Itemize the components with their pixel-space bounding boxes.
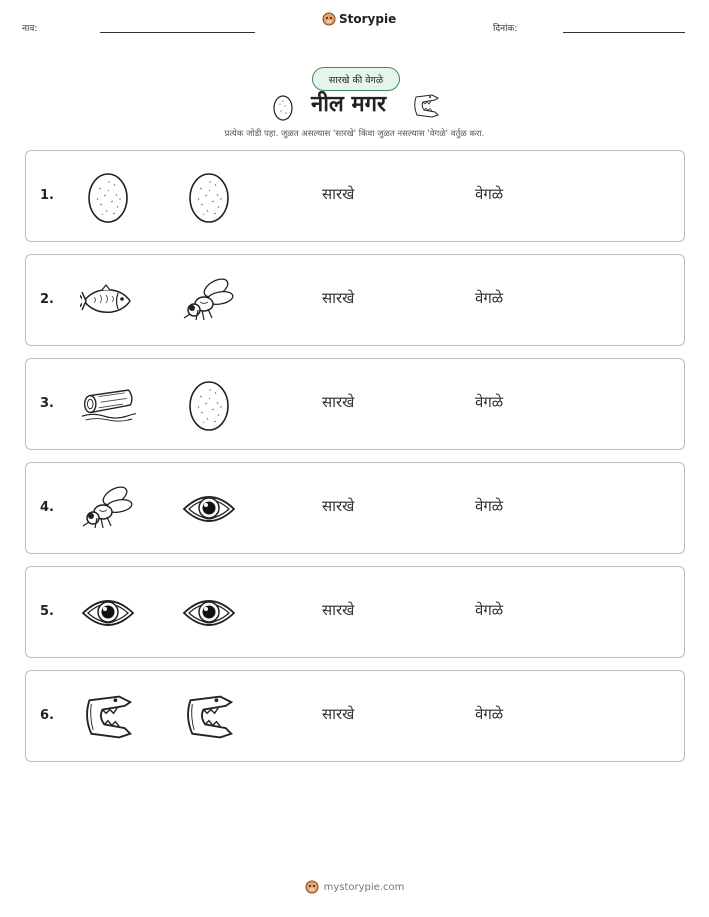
- row-number: 1.: [40, 188, 54, 203]
- date-line[interactable]: [563, 32, 685, 33]
- exercise-row: [25, 254, 685, 346]
- fly-icon: [80, 481, 136, 537]
- different-option[interactable]: वेगळे: [475, 705, 504, 723]
- same-option[interactable]: सारखे: [322, 185, 355, 203]
- fly-icon: [181, 273, 237, 329]
- brand-logo: [322, 12, 396, 26]
- name-label: नाव:: [22, 24, 38, 34]
- eye-icon: [181, 585, 237, 641]
- different-option[interactable]: वेगळे: [475, 393, 504, 411]
- name-line[interactable]: [100, 32, 255, 33]
- different-option[interactable]: वेगळे: [475, 497, 504, 515]
- different-option[interactable]: वेगळे: [475, 601, 504, 619]
- exercise-row: [25, 150, 685, 242]
- log-icon: [80, 377, 136, 433]
- crocodile-icon: [181, 689, 237, 745]
- footer-url[interactable]: mystorypie.com: [323, 881, 405, 893]
- row-number: 3.: [40, 396, 54, 411]
- page-title: नील मगर: [311, 92, 387, 117]
- different-option[interactable]: वेगळे: [475, 289, 504, 307]
- brand-name: Storypie: [339, 12, 397, 26]
- instructions: प्रत्येक जोडी पहा. जुळत असल्यास 'सारखे' किंवा जुळत नसल्यास 'वेगळे' वर्तुळ करा.: [224, 129, 485, 139]
- eye-icon: [181, 481, 237, 537]
- egg-icon: [181, 169, 237, 225]
- same-option[interactable]: सारखे: [322, 289, 355, 307]
- footer: [0, 880, 709, 894]
- mascot-icon: [322, 12, 336, 26]
- row-number: 4.: [40, 500, 54, 515]
- same-option[interactable]: सारखे: [322, 601, 355, 619]
- different-option[interactable]: वेगळे: [475, 185, 504, 203]
- crocodile-icon: [80, 689, 136, 745]
- title-row: [0, 86, 709, 126]
- egg-icon: [80, 169, 136, 225]
- same-option[interactable]: सारखे: [322, 497, 355, 515]
- exercise-row: [25, 670, 685, 762]
- eye-icon: [80, 585, 136, 641]
- row-number: 6.: [40, 708, 54, 723]
- worksheet-type-badge: सारखे की वेगळे: [312, 67, 400, 91]
- same-option[interactable]: सारखे: [322, 705, 355, 723]
- row-number: 5.: [40, 604, 54, 619]
- exercise-row: [25, 358, 685, 450]
- same-option[interactable]: सारखे: [322, 393, 355, 411]
- egg-icon: [272, 92, 294, 122]
- row-number: 2.: [40, 292, 54, 307]
- mascot-icon: [305, 880, 319, 894]
- crocodile-icon: [412, 90, 440, 122]
- fish-icon: [80, 273, 136, 329]
- egg-icon: [181, 377, 237, 433]
- exercise-row: [25, 462, 685, 554]
- date-label: दिनांक:: [493, 24, 518, 34]
- exercise-row: [25, 566, 685, 658]
